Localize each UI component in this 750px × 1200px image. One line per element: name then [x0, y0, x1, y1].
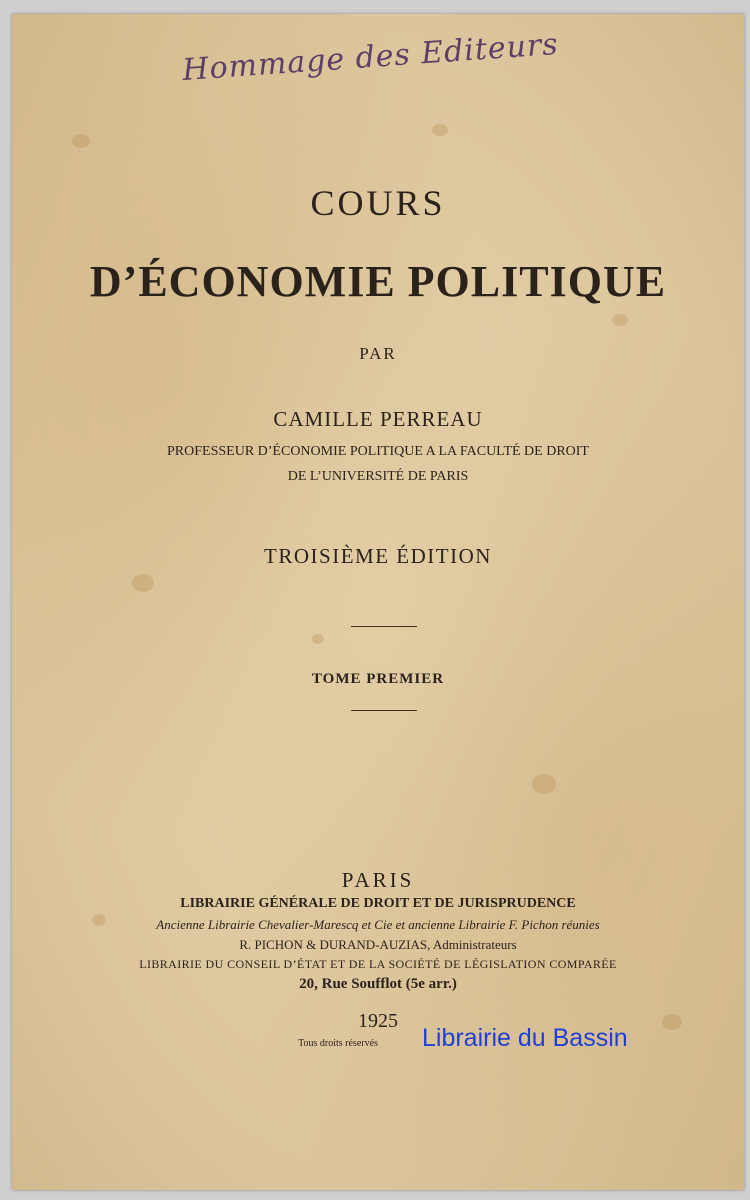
bookseller-watermark: Librairie du Bassin — [422, 1024, 628, 1052]
publisher-name: LIBRAIRIE GÉNÉRALE DE DROIT ET DE JURISPRUDENCE — [180, 896, 576, 911]
publication-year: 1925 — [358, 1010, 398, 1032]
publisher-administrators: R. PICHON & DURAND-AUZIAS, Administrateurs — [239, 937, 517, 952]
edition: TROISIÈME ÉDITION — [264, 544, 492, 568]
publisher-former-names: Ancienne Librairie Chevalier-Marescq et Cie et ancienne Librairie F. Pichon réunies — [156, 917, 600, 932]
title-line-1: COURS — [310, 183, 446, 223]
publisher-address: 20, Rue Soufflot (5e arr.) — [299, 976, 457, 992]
rights-notice: Tous droits réservés — [298, 1038, 378, 1049]
author-affiliation-line-2: DE L’UNIVERSITÉ DE PARIS — [287, 469, 469, 484]
divider-top — [351, 626, 417, 627]
handwritten-inscription: Hommage des Editeurs — [181, 26, 560, 89]
by-label: PAR — [359, 344, 397, 363]
volume-label: TOME PREMIER — [311, 671, 445, 687]
divider-bottom — [351, 710, 417, 711]
author-name: CAMILLE PERREAU — [273, 407, 483, 431]
book-cover — [12, 14, 744, 1190]
publisher-council: LIBRAIRIE DU CONSEIL D’ÉTAT ET DE LA SOCIÉTÉ DE LÉGISLATION COMPARÉE — [139, 957, 617, 971]
author-affiliation-line-1: PROFESSEUR D’ÉCONOMIE POLITIQUE A LA FACULTÉ DE DROIT — [167, 444, 589, 459]
title-line-2: D’ÉCONOMIE POLITIQUE — [89, 257, 667, 306]
publication-city: PARIS — [341, 868, 415, 892]
